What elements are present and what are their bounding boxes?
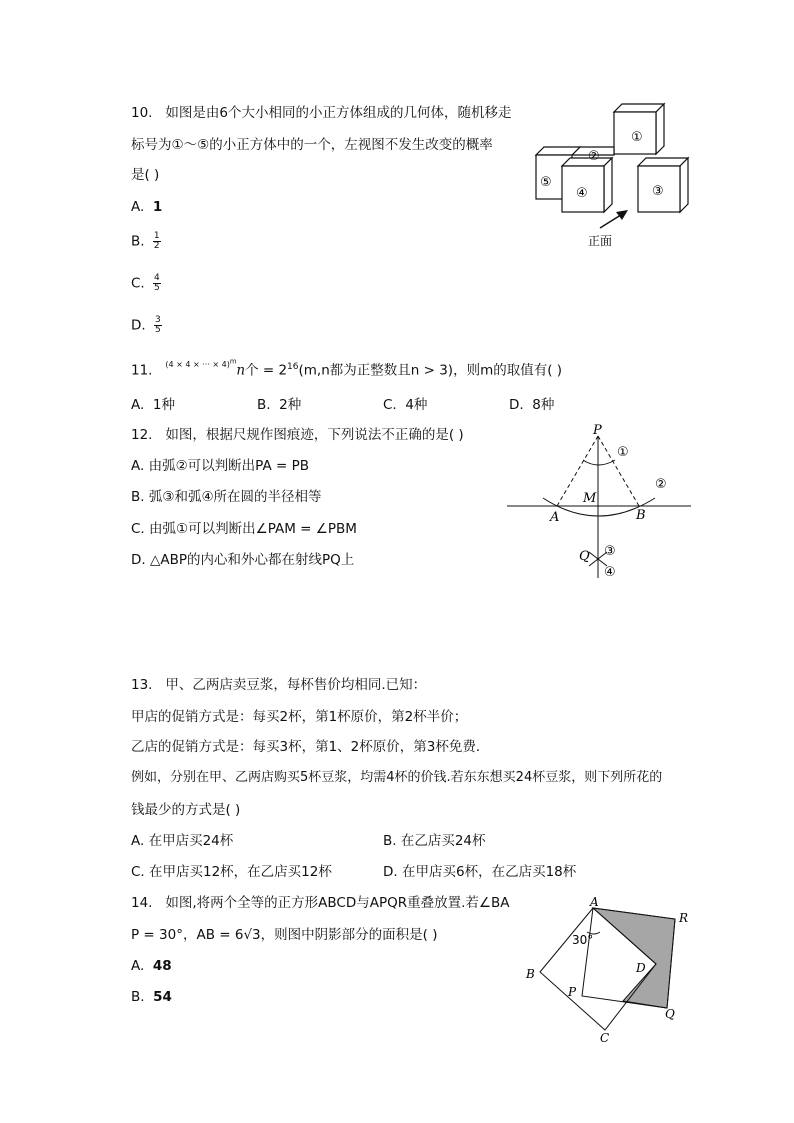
q10-number: 10. — [131, 105, 153, 121]
q10-option-b-fraction: $\frac{1}{2}$ — [153, 231, 160, 251]
q10-option-b[interactable] — [131, 232, 161, 251]
q10-option-a-value: 1 — [152, 199, 163, 215]
q13-option-b[interactable]: B. 在乙店买24杯 — [383, 833, 486, 849]
svg-text:B: B — [636, 508, 646, 523]
q10-stem-line3: 是( ) — [131, 167, 160, 183]
q13-line-yi: 乙店的促销方式是：每买3杯，第1、2杯原价，第3杯免费． — [131, 739, 490, 755]
q11-stem: 11. $^{(4 \times 4 \times \cdot\cdot\cdot \times 4)^m}$n个 = $2^{16}(m,n$都为正整数且n > 3)，则m的取值有( ) — [131, 356, 563, 379]
q14-squares-figure — [520, 892, 700, 1047]
svg-text:②: ② — [655, 477, 667, 492]
q10-option-d[interactable] — [131, 316, 162, 335]
q13-line-jia: 甲店的促销方式是：每买2杯，第1杯原价，第2杯半价； — [131, 709, 468, 725]
q10-cube-figure — [528, 100, 698, 250]
q13-option-c[interactable]: C. 在甲店买12杯，在乙店买12杯 — [131, 864, 332, 880]
q13-option-d[interactable]: D. 在甲店买6杯，在乙店买18杯 — [383, 864, 577, 880]
svg-text:Q: Q — [665, 1007, 675, 1021]
q12-option-b[interactable]: B. 弧③和弧④所在圆的半径相等 — [131, 489, 322, 505]
q10-front-label: 正面 — [588, 234, 613, 248]
svg-text:④: ④ — [604, 565, 616, 580]
q14-stem-line1: 14. 如图,将两个全等的正方形ABCD与APQR重叠放置.若∠BA — [131, 895, 510, 911]
svg-text:P: P — [593, 423, 602, 438]
q10-option-d-label: D. — [131, 317, 146, 334]
q10-line1 — [131, 104, 511, 122]
q12-number: 12. — [131, 427, 153, 443]
q10-option-a[interactable] — [131, 198, 162, 216]
q12-option-d[interactable]: D. △ABP的内心和外心都在射线PQ上 — [131, 552, 355, 568]
q12-stem: 12. 如图，根据尺规作图痕迹，下列说法不正确的是( ) — [131, 427, 464, 443]
svg-text:M: M — [583, 491, 597, 506]
q10-option-c-fraction: $\frac{4}{5}$ — [154, 273, 160, 293]
svg-text:①: ① — [617, 445, 629, 460]
q10-cube4-label: ④ — [576, 186, 588, 201]
q13-number: 13. — [131, 677, 153, 693]
q11-condition: (m,n都为正整数且n > 3)，则m的取值有( ) — [298, 362, 563, 379]
q11-option-c[interactable]: C. 4种 — [383, 397, 428, 413]
q13-stem: 13. 甲、乙两店卖豆浆，每杯售价均相同.已知： — [131, 677, 427, 693]
q10-cube1-label: ① — [631, 130, 643, 145]
q10-cube3-label: ③ — [652, 184, 664, 199]
q12-arc-1 — [583, 460, 615, 465]
q12-construction-figure — [505, 422, 695, 582]
q14-option-a[interactable]: A. 48 — [131, 958, 172, 974]
q10-cube2-label: ② — [588, 149, 600, 164]
q10-option-c-label: C. — [131, 275, 145, 292]
svg-text:30°: 30° — [572, 933, 594, 947]
q13-line-end: 钱最少的方式是( ) — [131, 802, 241, 818]
svg-text:Q: Q — [579, 549, 590, 564]
q12-option-c[interactable]: C. 由弧①可以判断出∠PAM = ∠PBM — [131, 521, 357, 537]
q14-number: 14. — [131, 895, 153, 911]
q11-number: 11. — [131, 362, 153, 379]
q11-option-d[interactable]: D. 8种 — [509, 397, 555, 413]
svg-text:A: A — [550, 510, 560, 525]
svg-text:R: R — [679, 911, 689, 925]
q10-stem-line2: 标号为①～⑤的小正方体中的一个，左视图不发生改变的概率 — [131, 137, 493, 153]
svg-text:C: C — [600, 1031, 610, 1045]
svg-text:③: ③ — [604, 544, 616, 559]
q10-option-d-fraction: $\frac{3}{5}$ — [154, 315, 161, 335]
svg-text:P: P — [568, 985, 577, 999]
q10-front-arrowhead — [616, 210, 628, 220]
q14-stem-line2: P = 30°，AB = 6√3，则图中阴影部分的面积是( ) — [131, 927, 438, 943]
q11-option-a[interactable]: A. 1种 — [131, 397, 175, 413]
q12-option-a[interactable]: A. 由弧②可以判断出PA = PB — [131, 458, 309, 474]
q10-option-a-label: A. — [131, 199, 145, 215]
q11-option-b[interactable]: B. 2种 — [257, 397, 302, 413]
q13-option-a[interactable]: A. 在甲店买24杯 — [131, 833, 234, 849]
svg-text:A: A — [590, 895, 599, 909]
q14-option-b[interactable]: B. 54 — [131, 989, 172, 1005]
svg-text:D: D — [636, 961, 646, 975]
q10-option-b-label: B. — [131, 233, 145, 250]
svg-text:B: B — [526, 967, 535, 981]
q10-cube5-label: ⑤ — [540, 175, 552, 190]
q10-stem-line1: 如图是由6个大小相同的小正方体组成的几何体，随机移走 — [165, 105, 512, 121]
q11-product-superscript: (4 × 4 × ··· × 4)m — [165, 356, 237, 369]
q10-option-c[interactable] — [131, 274, 161, 293]
q13-line-example: 例如，分别在甲、乙两店购买5杯豆浆，均需4杯的价钱.若东东想买24杯豆浆，则下列所花的 — [131, 770, 663, 785]
